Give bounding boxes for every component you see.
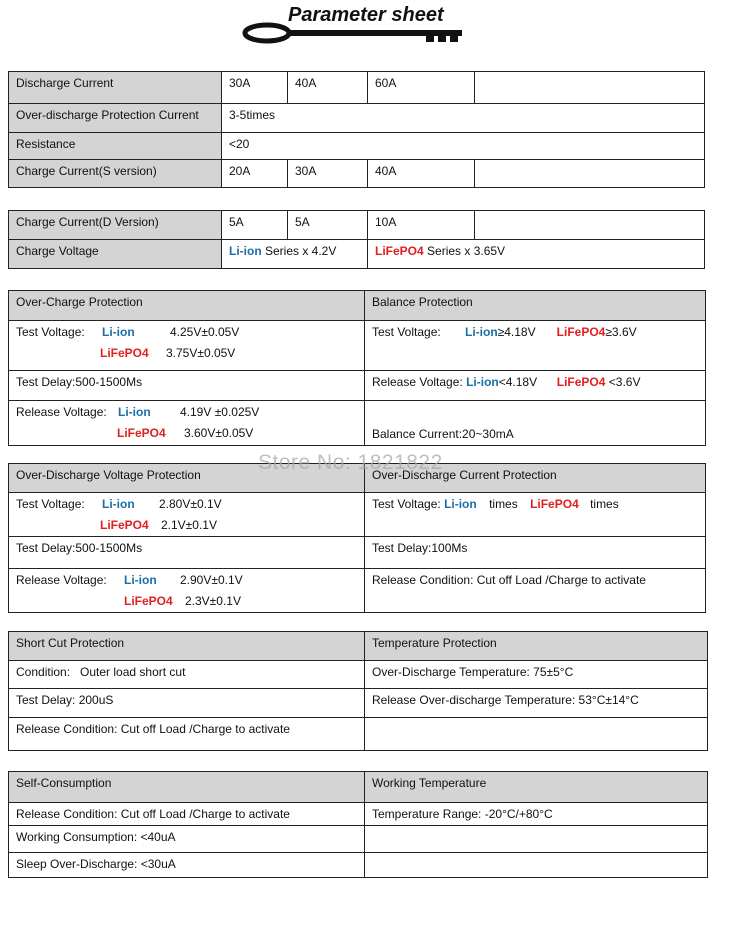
table-row xyxy=(9,569,706,613)
lifepo4-label: LiFePO4 xyxy=(375,244,424,258)
cell-value: 40A xyxy=(368,160,475,188)
li-ion-label: Li-ion xyxy=(124,573,157,587)
cell-empty xyxy=(365,718,708,751)
row-label: Charge Voltage xyxy=(9,240,222,269)
cell-value: Temperature Range: -20°C/+80°C xyxy=(365,803,708,826)
table-row xyxy=(9,661,708,689)
table-charge xyxy=(8,210,705,269)
cell-empty xyxy=(365,826,708,853)
li-ion-label: Li-ion xyxy=(229,244,262,258)
table-row xyxy=(9,211,705,240)
cell-value: 5A xyxy=(222,211,288,240)
row-label: Charge Current(S version) xyxy=(9,160,222,188)
table-over-discharge xyxy=(8,463,706,613)
li-ion-value: 2.90V±0.1V xyxy=(180,573,243,587)
li-ion-value: 4.19V ±0.025V xyxy=(180,405,260,419)
table-row xyxy=(9,291,706,321)
section-header: Balance Protection xyxy=(365,291,706,321)
table-row xyxy=(9,160,705,188)
table-row xyxy=(9,853,708,878)
lifepo4-value: Series x 3.65V xyxy=(423,244,506,258)
cell-value: Test Voltage: Li-ion 2.80V±0.1V LiFePO4 2.1V±0.1V xyxy=(9,493,365,537)
li-ion-label: Li-ion xyxy=(444,497,477,511)
page-title: Parameter sheet xyxy=(288,4,444,26)
cell-value: 3-5times xyxy=(222,104,705,133)
cell-value: 10A xyxy=(368,211,475,240)
lifepo4-label: LiFePO4 xyxy=(556,375,606,389)
li-ion-label: Li-ion xyxy=(466,375,499,389)
table-self-consumption xyxy=(8,771,708,878)
cell-value: Over-Discharge Temperature: 75±5°C xyxy=(365,661,708,689)
table-row xyxy=(9,718,708,751)
cell-value: Test Delay: 200uS xyxy=(9,689,365,718)
li-ion-label: Li-ion xyxy=(118,405,151,419)
cell-value: Release Condition: Cut off Load /Charge to activate xyxy=(9,718,365,751)
lifepo4-value: ≥3.6V xyxy=(605,325,637,339)
table-row xyxy=(9,772,708,803)
section-header: Over-Discharge Voltage Protection xyxy=(9,464,365,493)
cell-value: Test Voltage: Li-ion≥4.18V LiFePO4≥3.6V xyxy=(365,321,706,371)
table-row xyxy=(9,803,708,826)
store-watermark: Store No: 1821822 xyxy=(258,451,443,474)
cell-value: Condition: Outer load short cut xyxy=(9,661,365,689)
table-over-charge xyxy=(8,290,706,446)
table-row xyxy=(9,493,706,537)
lifepo4-value: <3.6V xyxy=(605,375,641,389)
table-row xyxy=(9,72,705,104)
cell-value: Balance Current:20~30mA xyxy=(365,401,706,446)
row-label: Charge Current(D Version) xyxy=(9,211,222,240)
lifepo4-value: 3.60V±0.05V xyxy=(184,426,254,440)
cell-empty xyxy=(475,211,705,240)
cell-value: Sleep Over-Discharge: <30uA xyxy=(9,853,365,878)
table-row xyxy=(9,689,708,718)
li-ion-value: 4.25V±0.05V xyxy=(170,325,240,339)
lifepo4-value: times xyxy=(590,497,619,511)
lifepo4-value: 2.1V±0.1V xyxy=(161,518,217,532)
cell-value: 30A xyxy=(222,72,288,104)
cell-value: Release Over-discharge Temperature: 53°C±14°C xyxy=(365,689,708,718)
table-row xyxy=(9,371,706,401)
cell-value: Test Delay:100Ms xyxy=(365,537,706,569)
li-ion-value: Series x 4.2V xyxy=(261,244,337,258)
table-row xyxy=(9,401,706,446)
table-row xyxy=(9,133,705,160)
row-label: Discharge Current xyxy=(9,72,222,104)
li-ion-value: ≥4.18V xyxy=(497,325,536,339)
cell-value: Test Delay:500-1500Ms xyxy=(9,537,365,569)
row-label: Over-discharge Protection Current xyxy=(9,104,222,133)
cell-value: Working Consumption: <40uA xyxy=(9,826,365,853)
li-ion-value: <4.18V xyxy=(498,375,538,389)
section-header: Short Cut Protection xyxy=(9,632,365,661)
lifepo4-label: LiFePO4 xyxy=(530,497,579,511)
cell-value: Release Condition: Cut off Load /Charge to activate xyxy=(9,803,365,826)
page-header xyxy=(240,4,480,44)
table-row xyxy=(9,632,708,661)
cell-value: Test Voltage: Li-ion 4.25V±0.05V LiFePO4 3.75V±0.05V xyxy=(9,321,365,371)
cell-value: Test Voltage: Li-ion times LiFePO4 times xyxy=(365,493,706,537)
table-row xyxy=(9,537,706,569)
section-header: Over-Discharge Current Protection xyxy=(365,464,706,493)
section-header: Temperature Protection xyxy=(365,632,708,661)
cell-empty xyxy=(475,160,705,188)
cell-empty xyxy=(365,853,708,878)
section-header: Working Temperature xyxy=(365,772,708,803)
table-discharge xyxy=(8,71,705,188)
cell-value: Test Delay:500-1500Ms xyxy=(9,371,365,401)
table-row xyxy=(9,104,705,133)
lifepo4-label: LiFePO4 xyxy=(100,346,149,360)
li-ion-label: Li-ion xyxy=(465,325,498,339)
li-ion-value: times xyxy=(489,497,518,511)
cell-value: 60A xyxy=(368,72,475,104)
li-ion-value: 2.80V±0.1V xyxy=(159,497,222,511)
lifepo4-label: LiFePO4 xyxy=(117,426,166,440)
cell-value: 5A xyxy=(288,211,368,240)
cell-value: 30A xyxy=(288,160,368,188)
cell-value: Release Condition: Cut off Load /Charge to activate xyxy=(365,569,706,613)
table-short-cut xyxy=(8,631,708,751)
li-ion-label: Li-ion xyxy=(102,497,135,511)
lifepo4-value: 3.75V±0.05V xyxy=(166,346,236,360)
cell-value xyxy=(222,240,368,269)
cell-value: Release Voltage: Li-ion<4.18V LiFePO4 <3.6V xyxy=(365,371,706,401)
cell-value: Release Voltage: Li-ion 2.90V±0.1V LiFePO4 2.3V±0.1V xyxy=(9,569,365,613)
section-header: Self-Consumption xyxy=(9,772,365,803)
lifepo4-label: LiFePO4 xyxy=(100,518,149,532)
lifepo4-label: LiFePO4 xyxy=(556,325,606,339)
cell-value: Release Voltage: Li-ion 4.19V ±0.025V LiFePO4 3.60V±0.05V xyxy=(9,401,365,446)
cell-value: 40A xyxy=(288,72,368,104)
lifepo4-value: 2.3V±0.1V xyxy=(185,594,241,608)
cell-empty xyxy=(475,72,705,104)
table-row xyxy=(9,321,706,371)
table-row xyxy=(9,240,705,269)
row-label: Resistance xyxy=(9,133,222,160)
table-row xyxy=(9,826,708,853)
li-ion-label: Li-ion xyxy=(102,325,135,339)
cell-value: <20 xyxy=(222,133,705,160)
cell-value: 20A xyxy=(222,160,288,188)
cell-value xyxy=(368,240,705,269)
section-header: Over-Charge Protection xyxy=(9,291,365,321)
lifepo4-label: LiFePO4 xyxy=(124,594,173,608)
